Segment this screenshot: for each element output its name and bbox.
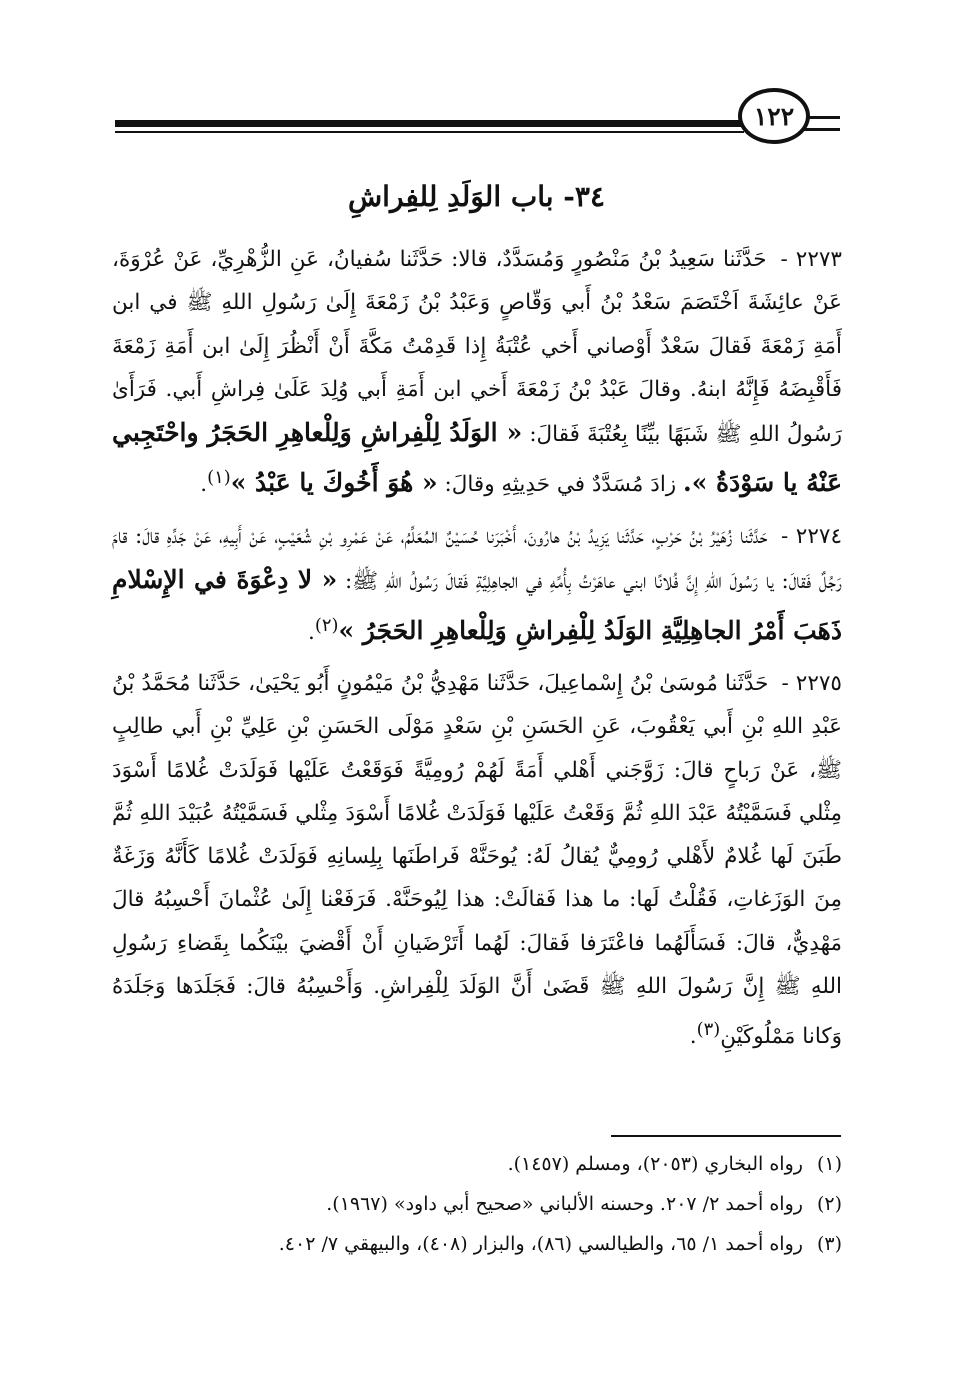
footnotes <box>112 1144 842 1264</box>
hadith-number: ٢٢٧٥ - <box>781 670 842 696</box>
hadith-2274 <box>112 515 842 654</box>
prophet-saying: « الوَلَدُ لِلْفِراشِ وَلِلْعاهِرِ الحَجَرُ واحْتَجِبي عَنْهُ يا سَوْدَةُ ». <box>112 418 842 498</box>
hadith-text-continued: زادَ مُسَدَّدٌ في حَدِيثِهِ وقالَ: <box>444 472 677 498</box>
footnote-text: رواه البخاري (٢٠٥٣)، ومسلم (١٤٥٧). <box>507 1153 803 1175</box>
footnote-separator <box>611 1135 841 1137</box>
hadith-body <box>112 238 842 1067</box>
prophet-saying: « لا دِعْوَةَ في الإِسْلامِ ذَهَبَ أَمْرُ الجاهِلِيَّةِ الوَلَدُ لِلْفِراشِ وَلِلْعاهِرِ الحَجَرُ » <box>112 565 842 645</box>
hadith-number: ٢٢٧٤ - <box>781 523 842 549</box>
hadith-end: . <box>200 472 208 498</box>
hadith-number: ٢٢٧٣ - <box>780 247 842 272</box>
footnote-mark: (٢) <box>314 614 339 636</box>
footnote-number: (٢) <box>816 1193 842 1215</box>
footnote-number: (٣) <box>816 1233 842 1255</box>
footnote-number: (١) <box>816 1153 842 1175</box>
header-rule-thin <box>115 131 744 133</box>
hadith-text: حَدَّثَنا سَعِيدُ بْنُ مَنْصُورٍ وَمُسَدَّدٌ، قالا: حَدَّثَنا سُفيانُ، عَنِ الزُّهْرِيِّ، عَنْ عُرْوَةَ، عَنْ عائِشَةَ اَخْتَصَمَ سَعْدُ بْنُ أَبي وَقّاصٍ وَعَبْدُ بْنُ زَمْعَةَ إِلَىٰ رَسُولِ اللهِ ﷺ في ابن أَمَةِ زَمْعَةَ فَقالَ سَعْدٌ أَوْصاني أَخي عُتْبَةُ إِذا قَدِمْتُ مَكَّةَ أَنْ أَنْظُرَ إِلَىٰ ابن أَمَةِ زَمْعَةَ فَأَقْبِضَهُ فَإِنَّهُ ابنهُ. وقالَ عَبْدُ بْنُ زَمْعَةَ أَخي ابن أَمَةِ أَبي وُلِدَ عَلَىٰ فِراشِ أَبي. فَرَأَىٰ رَسُولُ اللهِ ﷺ شَبَهًا بيِّنًا بِعُتْبَةَ فَقالَ: <box>112 247 842 448</box>
chapter-title: ٣٤- باب الوَلَدِ لِلفِراشِ <box>347 180 605 213</box>
hadith-text: حَدَّثَنا مُوسَىٰ بْنُ إِسْماعِيلَ، حَدَّثَنا مَهْدِيُّ بْنُ مَيْمُونٍ أَبُو يَحْيَىٰ، حَدَّثَنا مُحَمَّدُ بْنُ عَبْدِ اللهِ بْنِ أَبي يَعْقُوبَ، عَنِ الحَسَنِ بْنِ سَعْدٍ مَوْلَى الحَسَنِ بْنِ عَلِيِّ بْنِ أَبي طالِبٍ ﷺ، عَنْ رَباحٍ قالَ: زَوَّجَني أَهْلي أَمَةً لَهُمْ رُومِيَّةً فَوَقَعْتُ عَلَيْها فَوَلَدَتْ غُلامًا أَسْوَدَ مِثْلي فَسَمَّيْتُهُ عَبْدَ اللهِ ثُمَّ وَقَعْتُ عَلَيْها فَوَلَدَتْ غُلامًا أَسْوَدَ مِثْلي فَسَمَّيْتُهُ عُبَيْدَ اللهِ ثُمَّ طَبَنَ لَها غُلامٌ لأَهْلي رُومِيٌّ يُقالُ لَهُ: يُوحَنَّهْ فَراطَنَها بِلِسانِهِ فَوَلَدَتْ غُلامًا كَأَنَّهُ وَزَغَةٌ مِنَ الوَزَغاتِ، فَقُلْتُ لَها: ما هذا فَقالَتْ: هذا لِيُوحَنَّهْ. فَرَفَعْنا إِلَىٰ عُثْمانَ أَحْسِبُهُ قالَ مَهْدِيٌّ، قالَ: فَسَأَلَهُما فاعْتَرَفا فَقالَ: لَهُما أَتَرْضَيانِ أَنْ أَقْضيَ بيْنَكُما بِقَضاءِ رَسُولِ اللهِ ﷺ إِنَّ رَسُولَ اللهِ ﷺ قَضَىٰ أَنَّ الوَلَدَ لِلْفِراشِ. وَأَحْسِبُهُ قالَ: فَجَلَدَها وَجَلَدَهُ وَكانا مَمْلُوكَيْنِ <box>112 670 842 1050</box>
footnote-mark: (١) <box>207 467 231 489</box>
prophet-saying-2: « هُوَ أَخُوكَ يا عَبْدُ » <box>230 468 438 498</box>
page-number: ١٢٢ <box>753 101 795 131</box>
page-number-badge <box>738 88 810 144</box>
footnote-text: رواه أحمد ٢/ ٢٠٧. وحسنه الألباني «صحيح أبي داود» (١٩٦٧). <box>326 1193 803 1215</box>
page-header <box>115 86 840 146</box>
hadith-end: . <box>689 1024 697 1050</box>
hadith-text: حَدَّثَنا زُهَيْرُ بْنُ حَرْبٍ، حَدَّثَنا يَزِيدُ بْنُ هارُونَ، أَخْبَرَنا حُسَيْنٌ المُعَلِّمُ، عَنْ عَمْرِو بْنِ شُعَيْبٍ، عَنْ أَبِيهِ، عَنْ جَدِّهِ قالَ: قامَ رَجُلٌ فَقالَ: يا رَسُولَ اللهِ إِنَّ فُلانًا ابني عاهَرْتُ بِأُمِّهِ في الجاهِلِيَّةِ فَقالَ رَسُولُ اللهِ ﷺ: <box>112 523 842 595</box>
footnote-item <box>112 1224 842 1264</box>
footnote-text: رواه أحمد ١/ ٦٥، والطيالسي (٨٦)، والبزار (٤٠٨)، والبيهقي ٧/ ٤٠٢. <box>278 1233 803 1255</box>
footnote-item <box>112 1144 842 1184</box>
hadith-2273 <box>112 238 842 507</box>
footnote-mark: (٣) <box>696 1019 721 1041</box>
hadith-2275 <box>112 662 842 1059</box>
footnote-item <box>112 1184 842 1224</box>
hadith-end: . <box>307 619 315 645</box>
header-rule-thick <box>115 120 744 127</box>
